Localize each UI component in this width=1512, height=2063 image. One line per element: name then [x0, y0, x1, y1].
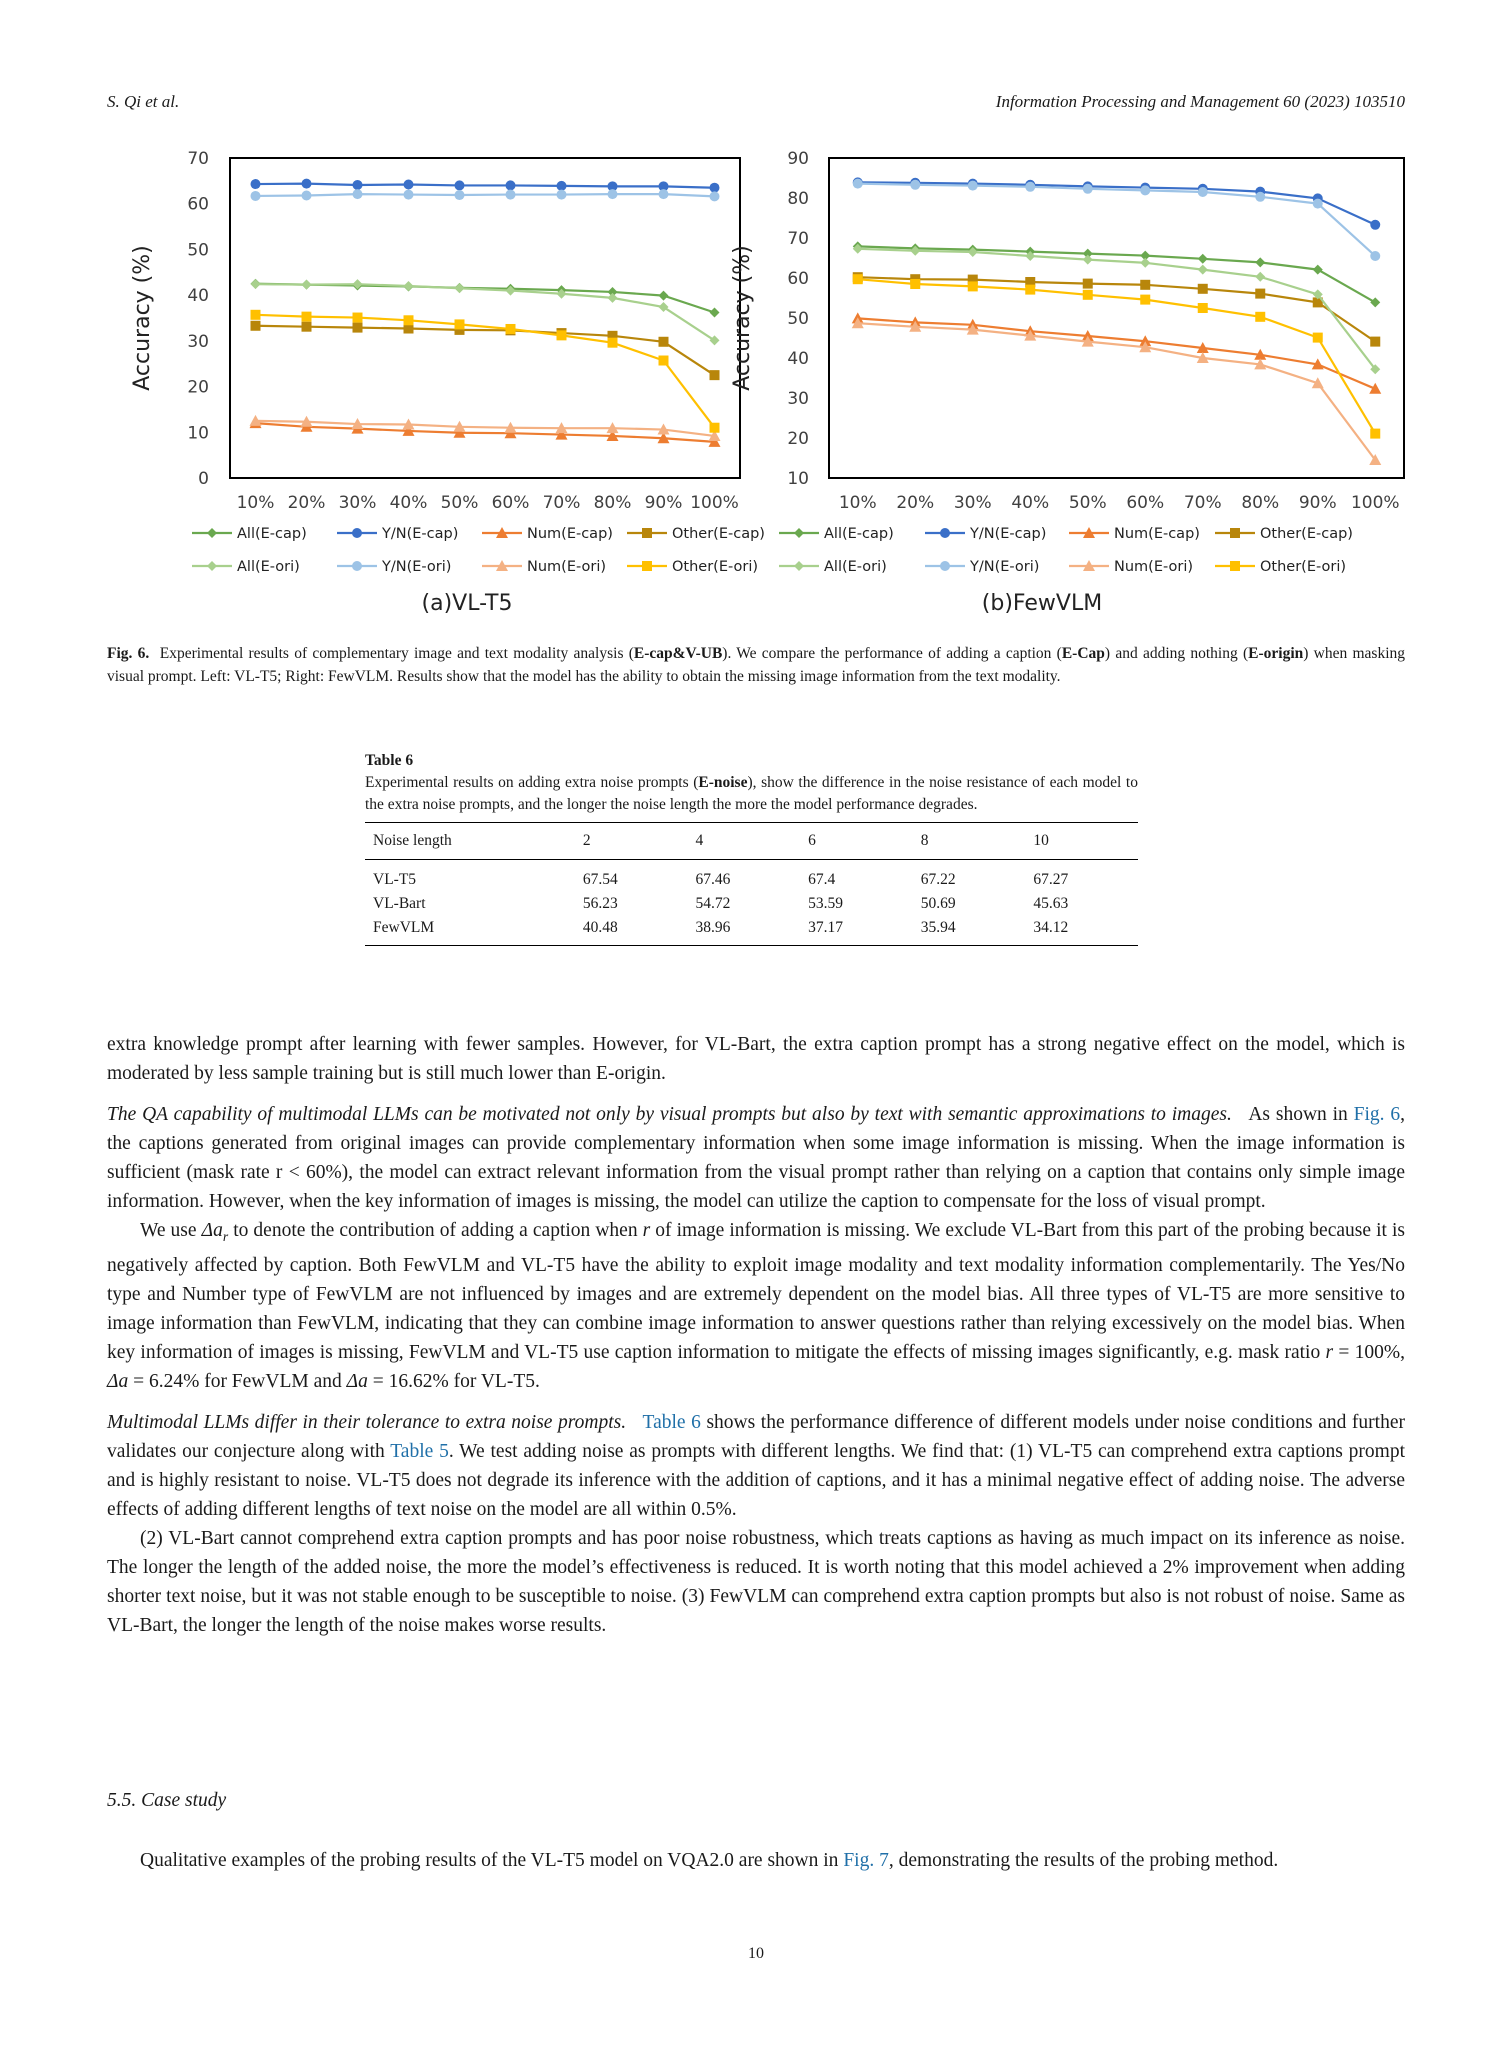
data-point — [1255, 192, 1265, 202]
data-point — [557, 181, 567, 191]
y-tick-label: 90 — [787, 149, 809, 169]
page-number: 10 — [748, 1945, 764, 1962]
data-point — [910, 279, 920, 289]
data-point — [710, 183, 720, 193]
data-point — [251, 191, 261, 201]
x-tick-label: 70% — [542, 493, 581, 513]
y-axis-label: Accuracy (%) — [130, 245, 155, 391]
table-cell: 67.22 — [920, 871, 956, 888]
data-point — [1255, 289, 1265, 299]
x-tick-label: 100% — [1350, 493, 1400, 513]
data-point — [1255, 312, 1265, 322]
table-header-cell: 6 — [800, 823, 913, 860]
legend-marker — [207, 561, 217, 571]
x-tick-label: 90% — [1298, 493, 1337, 513]
legend-label: Other(E-cap) — [672, 526, 765, 542]
data-point — [1198, 303, 1208, 313]
legend-label: Num(E-cap) — [527, 526, 613, 542]
legend-marker — [794, 528, 804, 538]
x-tick-label: 20% — [896, 493, 935, 513]
data-point — [455, 180, 465, 190]
legend-label: Y/N(E-cap) — [970, 526, 1047, 542]
data-point — [251, 310, 261, 320]
x-tick-label: 10% — [236, 493, 275, 513]
body-block-2 — [107, 1846, 1405, 1875]
y-tick-label: 10 — [787, 469, 809, 489]
table-header-cell: 10 — [1025, 823, 1138, 860]
figure-caption: Fig. 6. Experimental results of complementary image and text modality analysis (E-cap&V-UB). We compare the performance of adding a caption (E-Cap) and adding nothing (E-origin) when masking visual prompt. Left: VL-T5; Right: FewVLM. Results show that the model has the ability to obtain the missing image information from the text modality. — [107, 645, 1406, 685]
table-cell: 35.94 — [913, 916, 1026, 946]
x-tick-label: 90% — [644, 493, 683, 513]
legend-marker — [642, 528, 652, 538]
data-point — [1140, 185, 1150, 195]
data-point — [302, 312, 312, 322]
legend-label: Num(E-ori) — [1114, 559, 1193, 575]
data-point — [506, 180, 516, 190]
data-point — [608, 189, 618, 199]
x-tick-label: 20% — [287, 493, 326, 513]
x-tick-label: 60% — [491, 493, 530, 513]
paragraph-5: (2) VL-Bart cannot comprehend extra caption prompts and has poor noise robustness, which treats captions as having as much impact on its inference as noise. The longer the length of the added noise, the more the model’s effectiveness is reduced. It is worth noting that this model achieved a 2% improvement when adding shorter text noise, but it was not stable enough to be susceptible to noise. (3) FewVLM can comprehend extra caption prompts but also is not robust of noise. Same as VL-Bart, the longer the length of the noise makes worse results. — [107, 1527, 1405, 1636]
panel-title: (a)VL-T5 — [421, 591, 513, 616]
y-tick-label: 60 — [787, 269, 809, 289]
table-header-cell: 2 — [575, 823, 688, 860]
x-tick-label: 60% — [1126, 493, 1165, 513]
noise-table — [365, 822, 1138, 946]
table-cell: 37.17 — [800, 916, 913, 946]
legend-label: Y/N(E-cap) — [382, 526, 459, 542]
table-cell: 53.59 — [808, 895, 843, 912]
legend-marker — [1230, 561, 1240, 571]
x-tick-label: 40% — [1011, 493, 1050, 513]
data-point — [710, 191, 720, 201]
legend-marker — [352, 528, 362, 538]
data-point — [302, 179, 312, 189]
data-point — [1025, 285, 1035, 295]
legend-marker — [940, 561, 950, 571]
y-tick-label: 70 — [787, 229, 809, 249]
y-tick-label: 0 — [198, 469, 209, 489]
x-tick-label: 80% — [593, 493, 632, 513]
legend-label: All(E-ori) — [237, 559, 300, 575]
table-description: Experimental results on adding extra noise prompts (E-noise), show the difference in the noise resistance of each model to the extra noise prompts, and the longer the noise length the more the model performance degrades. — [365, 774, 1138, 813]
y-tick-label: 70 — [187, 149, 209, 169]
table-cell: 67.4 — [808, 871, 836, 888]
table-header-cell: 4 — [687, 823, 800, 860]
legend-marker — [352, 561, 362, 571]
fig6-link[interactable]: Fig. 6 — [1353, 1104, 1401, 1125]
data-point — [659, 356, 669, 366]
x-tick-label: 30% — [953, 493, 992, 513]
running-journal: Information Processing and Management 60 (2023) 103510 — [995, 92, 1405, 111]
legend-label: All(E-cap) — [824, 526, 894, 542]
y-axis-label: Accuracy (%) — [730, 245, 755, 391]
x-tick-label: 50% — [1068, 493, 1107, 513]
table-row — [365, 916, 1138, 946]
table-cell: 56.23 — [582, 895, 618, 912]
table-6 — [365, 750, 1138, 946]
data-point — [1198, 187, 1208, 197]
data-point — [608, 338, 618, 348]
data-point — [1140, 280, 1150, 290]
legend-marker — [1230, 528, 1240, 538]
legend-label: Num(E-ori) — [527, 559, 606, 575]
x-tick-label: 100% — [690, 493, 739, 513]
fig7-link[interactable]: Fig. 7 — [843, 1850, 889, 1871]
data-point — [1083, 184, 1093, 194]
legend-label: Num(E-cap) — [1114, 526, 1200, 542]
data-point — [557, 190, 567, 200]
panel-title: (b)FewVLM — [981, 591, 1103, 616]
data-point — [1198, 284, 1208, 294]
y-tick-label: 30 — [187, 331, 209, 352]
legend-label: Other(E-ori) — [672, 559, 759, 575]
data-point — [710, 370, 720, 380]
data-point — [1083, 279, 1093, 289]
table-cell: 34.12 — [1025, 916, 1138, 946]
table-cell: 67.46 — [695, 871, 731, 888]
y-tick-label: 50 — [787, 309, 809, 329]
paragraph-1: extra knowledge prompt after learning with fewer samples. However, for VL-Bart, the extra caption prompt has a strong negative effect on the model, which is moderated by less sample training but is still much lower than E-origin. — [107, 1034, 1405, 1084]
table-header-cell: Noise length — [365, 823, 575, 860]
legend-label: Y/N(E-ori) — [970, 559, 1040, 575]
legend-marker — [642, 561, 652, 571]
data-point — [353, 189, 363, 199]
data-point — [1313, 333, 1323, 343]
table-cell: 50.69 — [920, 895, 956, 912]
y-tick-label: 20 — [787, 429, 809, 449]
paragraph-2: The QA capability of multimodal LLMs can be motivated not only by visual prompts but also by text with semantic approximations to images. As shown in Fig. 6, the captions generated from original images can provide complementary information when some image information is missing. When the image information is sufficient (mask rate r < 60%), the model can extract relevant information from the visual prompt rather than relying on a caption that contains only simple image information. However, when the key information of images is missing, the model can utilize the caption to compensate for the loss of visual prompt. — [107, 1104, 1405, 1212]
table-header-cell: 8 — [913, 823, 1026, 860]
data-point — [455, 190, 465, 200]
data-point — [1140, 295, 1150, 305]
x-tick-label: 10% — [838, 493, 877, 513]
data-point — [1370, 220, 1380, 230]
table-cell: 40.48 — [575, 916, 688, 946]
data-point — [659, 337, 669, 347]
legend-label: Y/N(E-ori) — [382, 559, 452, 575]
data-point — [353, 313, 363, 323]
legend-marker — [207, 528, 217, 538]
table-cell: 67.54 — [582, 871, 618, 888]
data-point — [251, 321, 261, 331]
figure-label: Fig. 6. — [107, 645, 150, 662]
data-point — [1370, 251, 1380, 261]
data-point — [1370, 429, 1380, 439]
data-point — [659, 189, 669, 199]
data-point — [353, 323, 363, 333]
table-cell: 54.72 — [695, 895, 731, 912]
data-point — [968, 281, 978, 291]
legend-label: All(E-ori) — [824, 559, 887, 575]
data-point — [404, 180, 414, 190]
data-point — [404, 190, 414, 200]
table-row — [365, 860, 1138, 893]
data-point — [710, 423, 720, 433]
data-point — [455, 319, 465, 329]
y-tick-label: 50 — [187, 240, 209, 261]
data-point — [251, 179, 261, 189]
legend-marker — [794, 561, 804, 571]
data-point — [353, 180, 363, 190]
section-heading: 5.5. Case study — [107, 1790, 227, 1811]
table-cell: 45.63 — [1033, 895, 1069, 912]
figure-6-charts — [107, 140, 1405, 620]
table-row — [365, 892, 1138, 916]
y-tick-label: 10 — [187, 423, 209, 444]
table5-link[interactable]: Table 5 — [390, 1440, 449, 1462]
x-tick-label: 30% — [338, 493, 377, 513]
y-tick-label: 40 — [787, 349, 809, 369]
table6-link[interactable]: Table 6 — [642, 1411, 701, 1433]
x-tick-label: 50% — [440, 493, 479, 513]
table-title: Table 6 — [365, 752, 414, 769]
legend-label: Other(E-cap) — [1260, 526, 1353, 542]
table-cell: FewVLM — [365, 916, 575, 946]
y-tick-label: 60 — [187, 194, 209, 215]
data-point — [910, 180, 920, 190]
data-point — [853, 274, 863, 284]
legend-marker — [940, 528, 950, 538]
data-point — [557, 330, 567, 340]
paragraph-4: Multimodal LLMs differ in their tolerance to extra noise prompts. Table 6 shows the performance difference of different models under noise conditions and further validates our conjecture along with Table 5. We test adding noise as prompts with different lengths. We find that: (1) VL-T5 can comprehend extra captions prompt and is highly resistant to noise. VL-T5 does not degrade its inference with the addition of captions, and it has a minimal negative effect of adding noise. The adverse effects of adding different lengths of text noise on the model are all within 0.5%. — [107, 1411, 1406, 1520]
body-block-1 — [107, 1030, 1405, 1640]
data-point — [302, 322, 312, 332]
y-tick-label: 20 — [187, 377, 209, 398]
x-tick-label: 80% — [1241, 493, 1280, 513]
data-point — [506, 324, 516, 334]
data-point — [506, 190, 516, 200]
paragraph-3: We use $\Delta a_r$ to denote the contribution of adding a caption when r of image information is missing. We exclude VL-Bart from this part of the probing because it is negatively affected by caption. Both FewVLM and VL-T5 have the ability to exploit image modality and text modality information complementarily. The Yes/No type and Number type of FewVLM are not influenced by images and are extremely dependent on the model bias. All three types of VL-T5 are more sensitive to image information than FewVLM, indicating that they can combine image information to answer questions rather than relying excessively on the model bias. When key information of images is missing, FewVLM and VL-T5 use caption information to mitigate the effects of missing images significantly, e.g. mask ratio r = 100%, Δa = 6.24% for FewVLM and Δa = 16.62% for VL-T5. — [107, 1220, 1405, 1392]
paragraph-6: Qualitative examples of the probing results of the VL-T5 model on VQA2.0 are shown in Fig. 7, demonstrating the results of the probing method. — [140, 1850, 1279, 1871]
table-cell: VL-T5 — [373, 871, 417, 888]
data-point — [853, 179, 863, 189]
data-point — [1313, 199, 1323, 209]
data-point — [1083, 290, 1093, 300]
data-point — [1370, 337, 1380, 347]
data-point — [1025, 182, 1035, 192]
table-cell: 67.27 — [1033, 871, 1069, 888]
x-tick-label: 40% — [389, 493, 428, 513]
y-tick-label: 80 — [787, 189, 809, 209]
table-cell: 38.96 — [687, 916, 800, 946]
y-tick-label: 40 — [187, 286, 209, 307]
data-point — [404, 315, 414, 325]
legend-label: Other(E-ori) — [1260, 559, 1347, 575]
data-point — [968, 181, 978, 191]
table-cell: VL-Bart — [373, 895, 426, 912]
x-tick-label: 70% — [1183, 493, 1222, 513]
data-point — [302, 190, 312, 200]
legend-label: All(E-cap) — [237, 526, 307, 542]
running-author: S. Qi et al. — [107, 92, 180, 111]
y-tick-label: 30 — [787, 389, 809, 409]
figure-6 — [107, 140, 1405, 620]
